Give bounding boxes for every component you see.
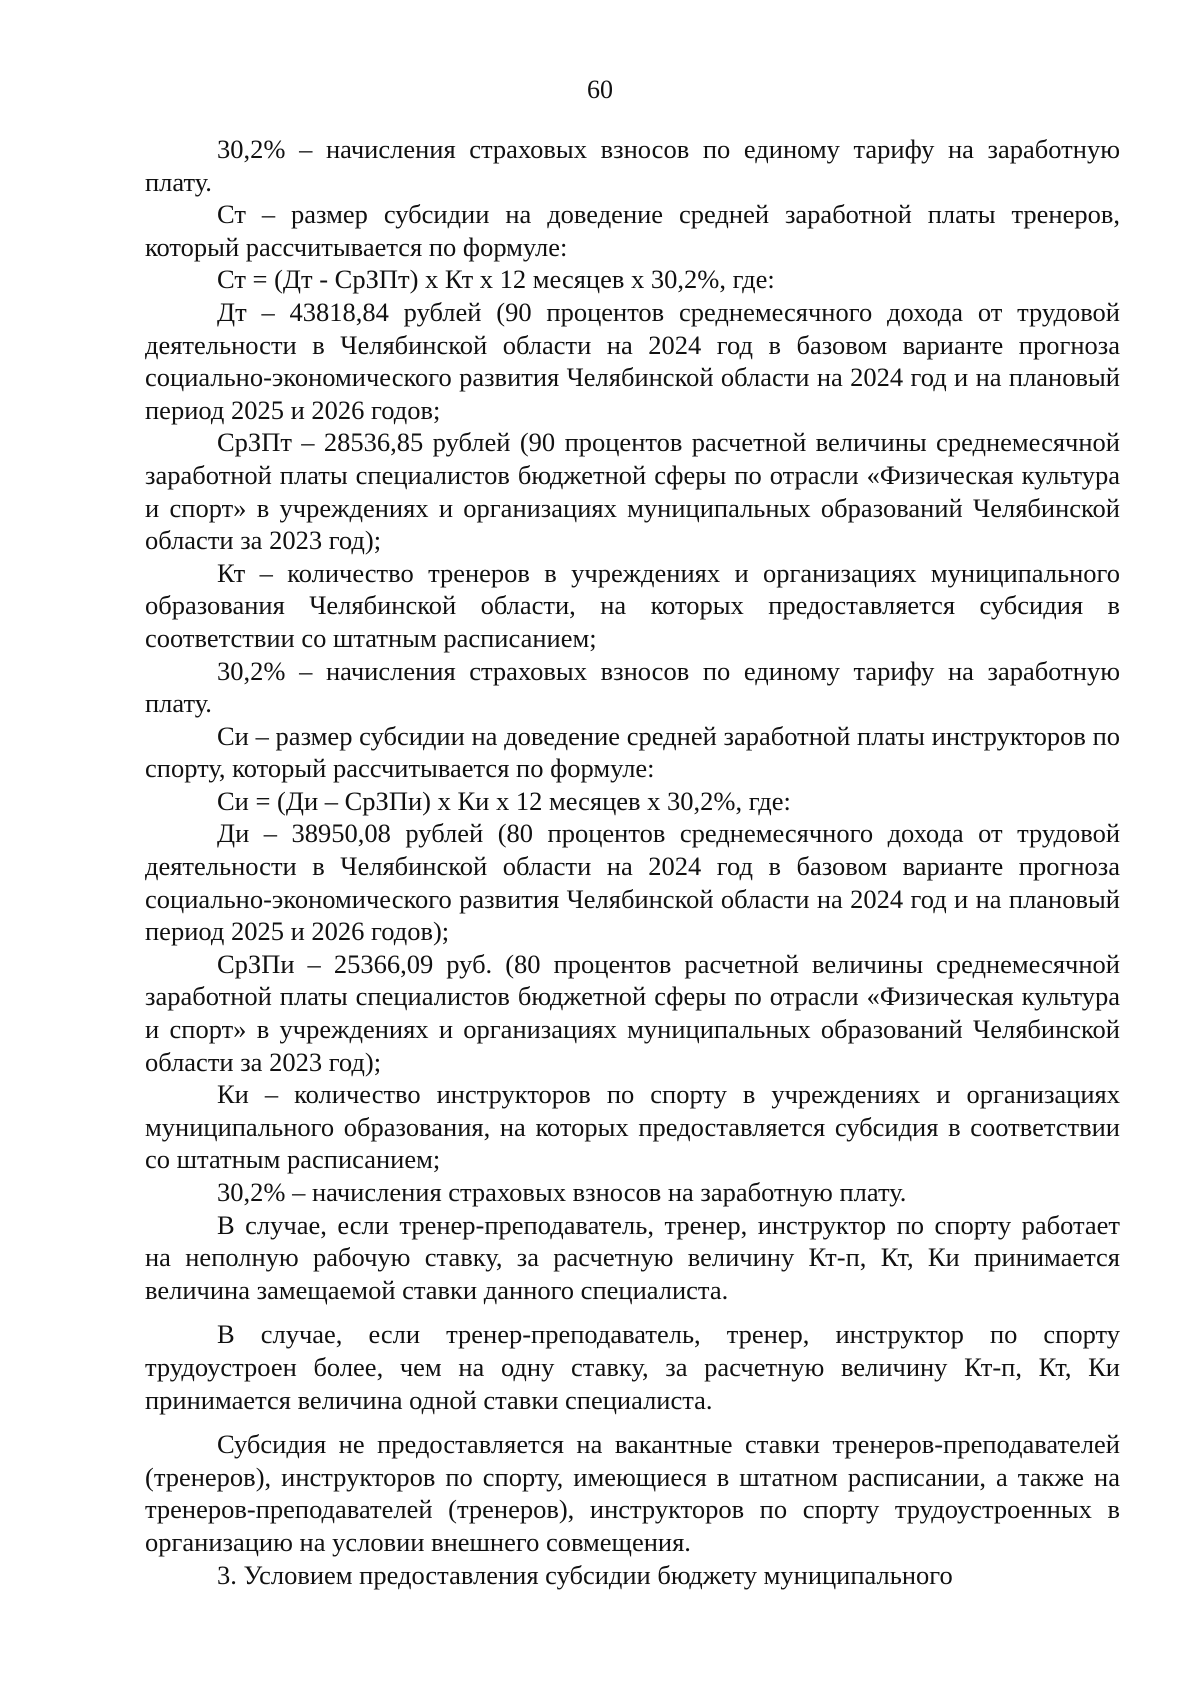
paragraph-instructor-formula: Си = (Ди – СрЗПи) х Ки х 12 месяцев х 30,2%, где: — [217, 785, 791, 816]
paragraph-insurance-rate-1: 30,2% – начисления страховых взносов по единому тарифу на заработную плату. — [145, 134, 1120, 197]
paragraph-multi-rate-rule: В случае, если тренер-преподаватель, тренер, инструктор по спорту трудоустроен более, чем на одну ставку, за расчетную величину Кт-п, Кт, Ки принимается величина одной ставки специалиста. — [145, 1319, 1120, 1415]
paragraph-vacancy-rule: Субсидия не предоставляется на вакантные ставки тренеров-преподавателей (тренеров), инструкторов по спорту, имеющиеся в штатном расписании, а также на тренеров-преподавателей (тренеров), инструкторов по спорту трудоустроенных в организацию на условии внешнего совмещения. — [145, 1429, 1120, 1557]
page-number: 60 — [587, 75, 613, 104]
paragraph-instructor-subsidy-definition: Си – размер субсидии на доведение средней заработной платы инструкторов по спорту, который рассчитывается по формуле: — [145, 720, 1120, 784]
paragraph-trainer-formula: Ст = (Дт - СрЗПт) х Кт х 12 месяцев х 30,2%, где: — [217, 264, 775, 295]
paragraph-instructor-count: Ки – количество инструкторов по спорту в учреждениях и организациях муниципального образования, на которых предоставляется субсидия в соответствии со штатным расписанием; — [145, 1079, 1120, 1175]
paragraph-part-time-rule: В случае, если тренер-преподаватель, тренер, инструктор по спорту работает на неполную рабочую ставку, за расчетную величину Кт-п, Кт, Ки принимается величина замещаемой ставки данного специалиста. — [145, 1209, 1120, 1305]
paragraph-trainer-salary: СрЗПт – 28536,85 рублей (90 процентов расчетной величины среднемесячной заработной платы специалистов бюджетной сферы по отрасли «Физическая культура и спорт» в учреждениях и организациях муниципальных образований Челябинской области за 2023 год); — [145, 427, 1120, 556]
paragraph-insurance-rate-3: 30,2% – начисления страховых взносов на заработную плату. — [217, 1177, 907, 1207]
document-body — [145, 133, 1120, 1591]
paragraph-trainer-income: Дт – 43818,84 рублей (90 процентов среднемесячного дохода от трудовой деятельности в Челябинской области на 2024 год в базовом варианте прогноза социально-экономического развития Челябинской области на 2024 год и на плановый период 2025 и 2026 годов; — [145, 296, 1120, 425]
paragraph-trainer-count: Кт – количество тренеров в учреждениях и организациях муниципального образования Челябинской области, на которых предоставляется субсидия в соответствии со штатным расписанием; — [145, 557, 1120, 653]
paragraph-condition-item-3: 3. Условием предоставления субсидии бюджету муниципального — [217, 1559, 953, 1590]
paragraph-instructor-income: Ди – 38950,08 рублей (80 процентов среднемесячного дохода от трудовой деятельности в Челябинской области на 2024 год в базовом варианте прогноза социально-экономического развития Челябинской области на 2024 год и на плановый период 2025 и 2026 годов); — [145, 818, 1120, 947]
paragraph-insurance-rate-2: 30,2% – начисления страховых взносов по единому тарифу на заработную плату. — [145, 655, 1120, 719]
paragraph-instructor-salary: СрЗПи – 25366,09 руб. (80 процентов расчетной величины среднемесячной заработной платы специалистов бюджетной сферы по отрасли «Физическая культура и спорт» в учреждениях и организациях муниципальных образований Челябинской области за 2023 год); — [145, 948, 1120, 1077]
paragraph-trainer-subsidy-definition: Ст – размер субсидии на доведение средней заработной платы тренеров, который рассчитывается по формуле: — [145, 199, 1120, 262]
